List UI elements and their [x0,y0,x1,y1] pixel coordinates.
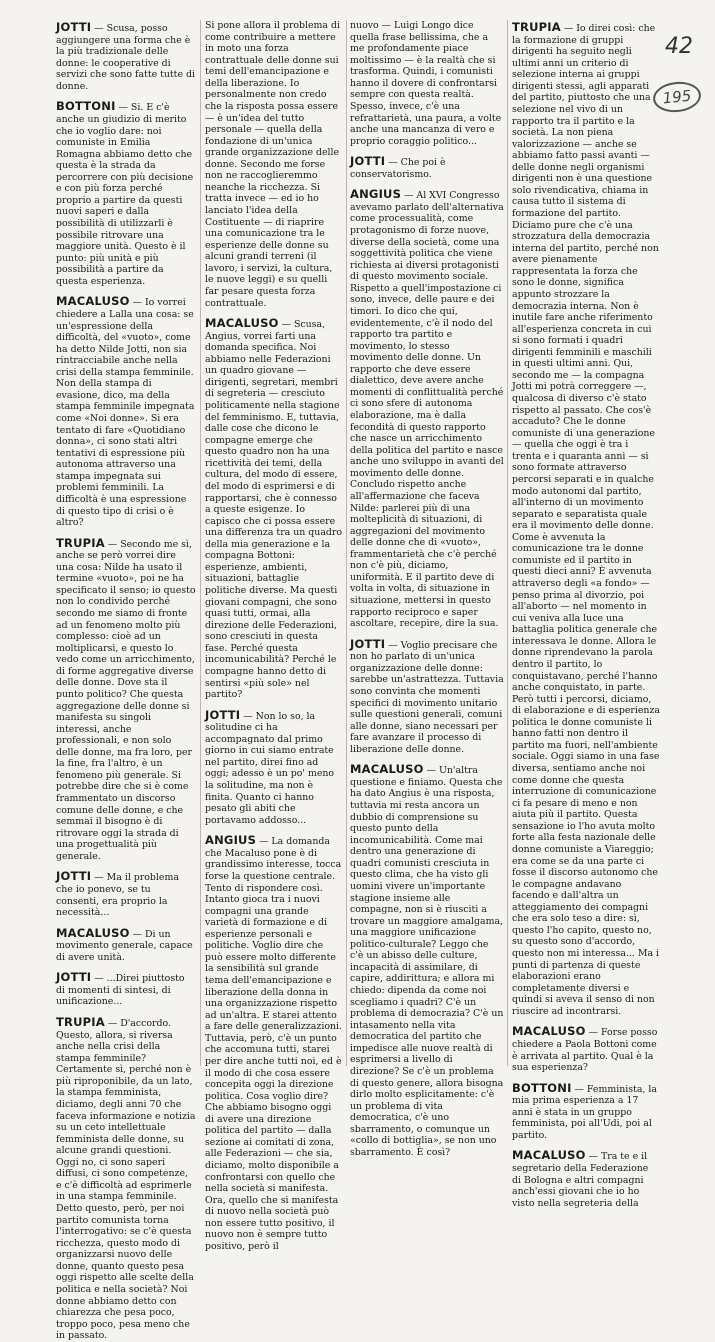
handwritten-circled-number: 195 [652,80,703,115]
entry-text: — Femminista, la mia prima esperienza a 17 anni è stata in un gruppo femminista, poi all'Udi, poi al partito. [512,1083,658,1141]
speaker-name: ANGIUS [350,187,402,202]
speaker-name: JOTTI [56,20,92,34]
speaker-name: MACALUSO [350,762,424,777]
column-rule [200,20,201,1066]
continued-text [205,20,343,309]
speaker-name: TRUPIA [56,1015,105,1029]
speaker-entry [56,99,196,287]
speaker-entry [512,1081,660,1142]
speaker-entry [56,926,196,964]
speaker-entry [350,762,504,1158]
speaker-entry [56,970,196,1008]
speaker-name: JOTTI [350,154,386,169]
handwritten-page-number: 42 [665,34,693,59]
speaker-name: BOTTONI [56,99,116,114]
column-4 [512,20,660,1209]
speaker-entry [56,536,196,863]
entry-text: — D'accordo. Questo, allora, si riversa anche nella crisi della stampa femminile? Certamente sì, perché non è più riproponibile, da un lato, la stampa femminista, diciamo, degli anni 70 che faceva informazione e notizia su un ceto intellettuale femminista delle donne, su alcune grandi questioni. Oggi no, ci sono saperi diffusi, ci sono competenze, e c'è difficoltà ad esprimerle in una stampa femminile. Detto questo, però, per noi partito comunista torna l'interrogativo: se c'è questa ricchezza, questo modo di organizzarsi nuovo delle donne, quanto questo pesa oggi rispetto alle scelte della politica e nella società? Noi donne abbiamo detto con chiarezza che pesa poco, troppo poco, pesa meno che in passato. [56,1018,196,1342]
speaker-entry [56,1015,196,1342]
speaker-name: JOTTI [205,707,241,722]
entry-text: — Tra te e il segretario della Federazione di Bologna e altri compagni anch'essi giovani che io ho visto nella segreteria della [512,1151,649,1209]
entry-text: — Ma il problema che io ponevo, se tu consenti, era proprio la necessità... [56,872,179,919]
entry-text: — Secondo me sì, anche se però vorrei dire una cosa: Nilde ha usato il termine «vuoto», poi ne ha specificato il senso; io questo non lo condivido perché secondo me siamo di fronte ad un fenomeno molto più complesso: cioè ad un moltiplicarsi, e questo lo vedo come un arricchimento, di forme aggregative diverse delle donne. Dove sta il punto politico? Che questa aggregazione delle donne si manifesta su singoli interessi, anche professionali, e non solo delle donne, ma fra loro, per la fine, fra l'altro, è un fenomeno più generale. Si potrebbe dire che si è come frammentato un discorso comune delle donne, e che semmai il bisogno è di ritrovare oggi la strada di una progettualità più generale. [56,538,196,862]
entry-text: — Forse posso chiedere a Paola Bottoni come è arrivata al partito. Qual è la sua esperienza? [512,1027,658,1074]
speaker-entry [350,187,504,629]
entry-text: — Al XVI Congresso avevamo parlato dell'alternativa come processualità, come protagonismo di forze nuove, diverse della società, come una soggettività politica che viene richiesta ai diversi protagonisti di questo movimento sociale. Rispetto a quell'impostazione ci sono, invece, delle paure e dei timori. Io dico che qui, evidentemente, c'è il nodo del rapporto tra partito e movimento, lo stesso movimento delle donne. Un rapporto che deve essere dialettico, deve avere anche momenti di conflittualità perché ci sono sfere di autonoma elaborazione, ma è dalla fecondità di questo rapporto che nasce un arricchimento della politica del partito e nasce anche uno sviluppo in avanti del movimento delle donne. Concludo rispetto anche all'affermazione che faceva Nilde: parlerei più di una molteplicità di situazioni, di aggregazioni del movimento delle donne che di «vuoto», frammentarietà che c'è perché non c'è più, diciamo, uniformità. E il partito deve di volta in volta, di situazione in situazione, mettersi in questo rapporto reciproco e saper ascoltare, recepire, dire la sua. [350,190,504,630]
column-1 [56,20,196,1342]
speaker-entry [512,20,660,1017]
speaker-entry [512,1024,660,1073]
entry-text: — ...Direi piuttosto di momenti di sintesi, di unificazione... [56,973,185,1008]
speaker-name: TRUPIA [56,535,105,550]
speaker-entry [350,637,504,756]
speaker-entry [56,20,196,92]
entry-text: — La domanda che Macaluso pone è di grandissimo interesse, tocca forse la questione centrale. Tento di rispondere così. Intanto gioca tra i nuovi compagni una grande varietà di formazione e di esperienze personali e politiche. Voglio dire che può essere molto differente la sensibilità sul grande tema dell'emancipazione e liberazione della donna in una organizzazione rispetto ad un'altra. E starei attento a fare delle generalizzazioni. Tuttavia, però, c'è un punto che accomuna tutti, starei per dire anche tutti noi, ed è il modo di che cosa essere concepita oggi la direzione politica. Cosa voglio dire? Che abbiamo bisogno oggi di avere una direzione politica del partito — dalla sezione ai comitati di zona, alle Federazioni — che sia, diciamo, molto disponibile a confrontarsi con quello che nella società si manifesta. Ora, quello che si manifesta di nuovo nella società può non essere tutto positivo, il nuovo non è sempre tutto positivo, però il [205,836,342,1252]
entry-text: — Un'altra questione e finiamo. Questa che ha dato Angius è una risposta, tuttavia mi resta ancora un dubbio di comprensione su questo punto della incomunicabilità. Come mai dentro una generazione di quadri comunisti cresciuta in questo clima, che ha visto gli uomini vivere un'importante stagione insieme alle compagne, non si è riusciti a trovare un maggiore amalgama, una maggiore unificazione politico-culturale? Leggo che c'è un abisso delle culture, incapacità di assimilare, di capire, addirittura; e allora mi chiedo: dipenda da come noi scegliamo i quadri? C'è un problema di democrazia? C'è un intasamento nella vita democratica del partito che impedisce alle nuove realtà di esprimersi a livello di direzione? Se c'è un problema di questo genere, allora bisogna dirlo molto esplicitamente: c'è un problema di vita democratica, c'è uno sbarramento, o comunque un «collo di bottiglia», se non uno sbarramento. È così? [350,765,504,1158]
column-rule [507,20,508,1066]
speaker-name: JOTTI [56,869,92,884]
continued-text [350,20,504,147]
column-3 [350,20,504,1158]
speaker-name: MACALUSO [512,1148,586,1163]
entry-text: — Non lo so, la solitudine ci ha accompagnato dal primo giorno in cui siamo entrate nel partito, direi fino ad oggi; adesso è un po' meno la solitudine, ma non è finita. Quanto ci hanno pesato gli abiti che portavamo addosso... [205,710,335,826]
entry-text: — Io vorrei chiedere a Lalla una cosa: se un'espressione della difficoltà, del «vuoto», come ha detto Nilde Jotti, non sia rintracciabile anche nella crisi della stampa femminile. Non della stampa di evasione, dico, ma della stampa femminile impegnata come «Noi donne». Si era tentato di fare «Quotidiano donna», ci sono stati altri tentativi di espressione più autonoma attraverso una stampa impegnata sui problemi femminili. La difficoltà è una espressione di questo tipo di crisi o è altro? [56,297,195,529]
column-rule [346,20,347,1066]
speaker-entry [205,316,343,701]
speaker-entry [205,708,343,827]
entry-text: Si pone allora il problema di come contribuire a mettere in moto una forza contrattuale delle donne sui temi dell'emancipazione e della liberazione. Io personalmente non credo che la risposta possa essere — è un'idea del tutto personale — quella della fondazione di un'unica grande organizzazione delle donne. Secondo me forse non ne raccoglieremmo neanche la ricchezza. Si tratta invece — ed io ho lanciato l'idea della Costituente — di riaprire una comunicazione tra le esperienze delle donne su alcuni grandi terreni (il lavoro, i servizi, la cultura, le nuove leggi) e su quelli far pesare questa forza contrattuale. [205,20,341,309]
entry-text: — Di un movimento generale, capace di avere unità. [56,928,193,963]
entry-text: — Io direi così: che la formazione di gruppi dirigenti ha seguito negli ultimi anni un criterio di selezione interna ai gruppi dirigenti stessi, agli apparati del partito, piuttosto che una selezione nel vivo di un rapporto tra il partito e la società. La non piena valorizzazione — anche se abbiamo fatto passi avanti — delle donne negli organismi dirigenti non è una questione solo rivendicativa, chiama in causa tutto il sistema di formazione del partito. Diciamo pure che c'è una strozzatura della democrazia interna del partito, perché non avere pienamente rappresentata la forza che sono le donne, significa appunto strozzare la democrazia interna. Non è inutile fare anche riferimento all'esperienza concreta in cui si sono formati i quadri dirigenti femminili e maschili in questi ultimi anni. Qui, secondo me — la compagna Jotti mi potrà correggere —, qualcosa di diverso c'è stato rispetto al passato. Che cos'è accaduto? Che le donne comuniste di una generazione — quella che oggi è tra i trenta e i quaranta anni — si sono formate attraverso percorsi separati e in qualche modo autonomi dal partito, all'interno di un movimento separato e separatista quale era il movimento delle donne. Come è avvenuta la comunicazione tra le donne comuniste ed il partito in questi dieci anni? È avvenuta attraverso degli «a fondo» — penso prima al divorzio, poi all'aborto — nel momento in cui veniva alla luce una battaglia politica generale che interessava le donne. Allora le donne riprendevano la parola dentro il partito, lo conquistavano, perché l'hanno anche conquistato, in parte. Però tutti i percorsi, diciamo, di elaborazione e di esperienza politica le donne comuniste li hanno fatti non dentro il partito ma fuori, nell'ambiente sociale. Oggi siamo in una fase diversa, sentiamo anche noi come donne che questa interruzione di comunicazione ci fa pesare di meno e non aiuta più il partito. Questa sensazione io l'ho avuta molto forte alla festa nazionale delle donne comuniste a Viareggio; era come se da una parte ci fosse il discorso autonomo che le compagne andavano facendo e dall'altra un atteggiamento dei compagni che era solo teso a dire: sì, questo l'ho capito, questo no, su questo sono d'accordo, questo non mi interessa... Ma i punti di partenza di queste elaborazioni erano completamente diversi e quindi si aveva il senso di non riuscire ad incontrarsi. [512,23,660,1017]
speaker-name: MACALUSO [512,1024,586,1039]
speaker-name: ANGIUS [205,833,257,848]
speaker-name: BOTTONI [512,1080,572,1095]
entry-text: nuovo — Luigi Longo dice quella frase bellissima, che a me profondamente piace moltissimo — è la realtà che si trasforma. Quindi, i comunisti hanno il dovere di confrontarsi sempre con questa realtà. Spesso, invece, c'è una refrattarietà, una paura, a volte anche una mancanza di vero e proprio coraggio politico... [350,20,502,147]
speaker-entry [512,1148,660,1209]
entry-text: — Scusa, posso aggiungere una forma che è la più tradizionale delle donne: le cooperative di servizi che sono fatte tutte di donne. [56,23,195,92]
entry-text: — Scusa, Angius, vorrei farti una domanda specifica. Noi abbiamo nelle Federazioni un quadro giovane — dirigenti, segretari, membri di segreteria — cresciuto politicamente nella stagione del femminismo. E, tuttavia, dalle cose che dicono le compagne emerge che questo quadro non ha una ricettività dei temi, della cultura, del modo di essere, del modo di esprimersi e di rapportarsi, che è connesso a queste esigenze. Io capisco che ci possa essere una differenza tra un quadro della mia generazione e la compagna Bottoni: esperienze, ambienti, situazioni, battaglie politiche diverse. Ma questi giovani compagni, che sono quasi tutti, ormai, alla direzione delle Federazioni, sono cresciuti in questa fase. Perché questa incomunicabilità? Perché le compagne hanno detto di sentirsi «più sole» nel partito? [205,319,343,701]
speaker-name: MACALUSO [205,316,279,331]
speaker-name: JOTTI [350,636,386,651]
entry-text: — Che poi è conservatorismo. [350,157,446,180]
speaker-entry [350,154,504,180]
column-2 [205,20,343,1252]
entry-text: — Si. E c'è anche un giudizio di merito che io voglio dare: noi comuniste in Emilia Romagna abbiamo detto che questa è la strada da percorrere con più decisione e con più forza perché proprio a partire da questi nuovi saperi e dalla possibilità di utilizzarli è possibile ritrovare una maggiore unità. Questo è il punto: più unità e più possibilità a partire da questa esperienza. [56,102,194,287]
speaker-name: MACALUSO [56,294,130,309]
speaker-name: TRUPIA [512,20,561,34]
speaker-entry [56,294,196,528]
speaker-entry [56,869,196,918]
entry-text: — Voglio precisare che non ho parlato di un'unica organizzazione delle donne: sarebbe un'astrattezza. Tuttavia sono convinta che momenti specifici di movimento unitario sulle questioni generali, comuni alle donne, siano necessari per fare avanzare il processo di liberazione delle donne. [350,639,504,755]
speaker-entry [205,833,343,1252]
speaker-name: MACALUSO [56,925,130,940]
speaker-name: JOTTI [56,970,92,985]
